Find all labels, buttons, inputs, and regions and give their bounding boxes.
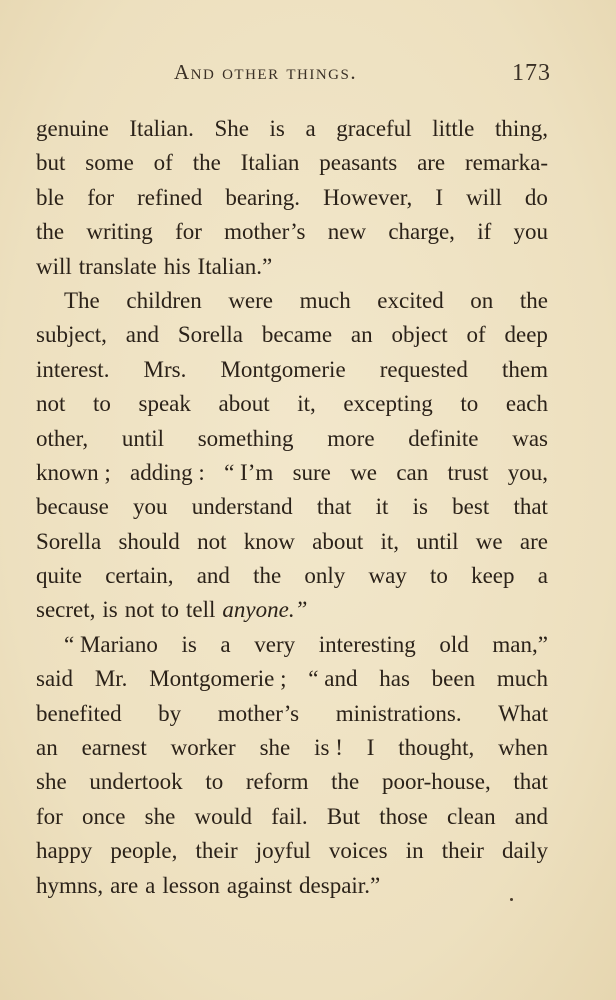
word: Italian. — [129, 116, 194, 141]
word: for — [175, 219, 202, 245]
word: people, — [110, 838, 178, 864]
word: will — [36, 253, 72, 279]
word: it — [375, 494, 389, 520]
word: to — [93, 391, 111, 417]
word: more — [327, 425, 375, 451]
word: best — [452, 494, 490, 520]
text-line — [36, 559, 548, 593]
word: excepting — [343, 391, 433, 417]
word: She — [214, 116, 249, 141]
word: excited — [377, 287, 444, 313]
word: children — [126, 287, 202, 313]
text-line — [36, 318, 548, 352]
text-line — [36, 731, 548, 765]
word: the — [253, 563, 282, 589]
word: Sorella — [36, 528, 102, 554]
word: deep — [504, 322, 548, 348]
word: are — [519, 528, 548, 554]
word: joyful — [255, 838, 311, 864]
word: anyone.” — [222, 597, 308, 623]
word: are — [110, 872, 139, 898]
word: “ and — [308, 666, 358, 692]
word: their — [195, 838, 238, 864]
word: those — [379, 803, 428, 829]
word: I — [435, 184, 443, 210]
word: mother’s — [224, 219, 306, 245]
word: trust — [447, 459, 489, 485]
word: to — [430, 563, 448, 589]
word: them — [501, 356, 548, 382]
word: requested — [379, 356, 468, 382]
word: because — [36, 494, 109, 520]
ink-speck — [510, 898, 513, 901]
word: was — [512, 425, 548, 451]
word: quite — [36, 563, 82, 589]
word: you — [513, 219, 548, 245]
word: by — [158, 700, 182, 726]
word: Italian — [240, 150, 300, 176]
word: much — [496, 666, 548, 692]
word: peasants — [319, 150, 398, 176]
word: is — [412, 494, 428, 520]
word: known ; — [36, 459, 111, 485]
text-line — [36, 284, 548, 318]
word: if — [477, 219, 492, 245]
running-title: And other things. — [174, 60, 358, 84]
word: Montgomerie ; — [149, 666, 287, 692]
word: object — [391, 322, 448, 348]
word: the — [519, 287, 548, 313]
word: “ Mariano — [64, 631, 158, 657]
word: very — [254, 631, 296, 657]
word: we — [475, 528, 503, 554]
word: But — [326, 803, 361, 829]
word: interesting — [318, 631, 416, 657]
word: Mr. — [94, 666, 128, 692]
word: a — [145, 872, 156, 898]
word: not — [124, 597, 155, 623]
word: would — [194, 803, 253, 829]
word: said — [36, 666, 74, 692]
word: you — [133, 494, 168, 520]
word: bearing. — [225, 184, 301, 210]
word: can — [396, 459, 429, 485]
word: to — [460, 391, 479, 417]
word: an — [350, 322, 373, 348]
word: is ! — [314, 735, 343, 761]
word: thought, — [398, 735, 475, 761]
word: understand — [191, 494, 293, 520]
word: happy — [36, 838, 93, 864]
text-line — [36, 422, 548, 456]
word: subject, — [36, 322, 107, 348]
page-number: 173 — [512, 60, 551, 86]
word: a — [305, 116, 316, 141]
word: has — [379, 666, 410, 692]
word: each — [505, 391, 548, 417]
word: she — [36, 769, 67, 795]
text-line — [36, 456, 548, 490]
word: earnest — [81, 735, 147, 761]
word: about — [218, 391, 270, 417]
word: we — [350, 459, 378, 485]
word: little — [432, 116, 475, 141]
word: translate — [78, 253, 157, 279]
word: an — [36, 735, 58, 761]
word: that — [316, 494, 352, 520]
text-line — [36, 112, 548, 146]
text-line — [36, 697, 548, 731]
text-line — [36, 353, 548, 387]
word: poor-house, — [381, 769, 491, 795]
word: I — [366, 735, 375, 761]
word: some — [85, 150, 134, 176]
word: their — [441, 838, 484, 864]
word: that — [513, 494, 548, 520]
text-line — [36, 869, 548, 903]
text-line — [36, 250, 548, 284]
text-line — [36, 628, 548, 662]
word: been — [431, 666, 476, 692]
word: are — [417, 150, 446, 176]
word: Sorella — [177, 322, 243, 348]
word: Italian.” — [197, 253, 273, 279]
word: Mrs. — [143, 356, 187, 382]
word: it, — [297, 391, 316, 417]
word: clean — [447, 803, 496, 829]
word: the — [192, 150, 221, 176]
word: way — [368, 563, 407, 589]
word: What — [498, 700, 548, 726]
word: only — [304, 563, 346, 589]
word: man,” — [492, 631, 548, 657]
word: lesson — [162, 872, 220, 898]
word: “ I’m — [224, 459, 274, 485]
word: is — [102, 597, 118, 623]
word: you, — [507, 459, 548, 485]
word: on — [470, 287, 494, 313]
text-line — [36, 387, 548, 421]
word: remarka- — [465, 150, 548, 176]
text-line — [36, 834, 548, 868]
word: until — [416, 528, 459, 554]
word: speak — [138, 391, 191, 417]
word: should — [118, 528, 180, 554]
word: genuine — [36, 116, 109, 141]
word: The — [64, 287, 100, 313]
word: became — [261, 322, 333, 348]
word: mother’s — [217, 700, 300, 726]
word: to — [205, 769, 224, 795]
word: for — [36, 803, 63, 829]
word: hymns, — [36, 872, 104, 898]
word: new — [327, 219, 367, 245]
text-line — [36, 593, 548, 627]
word: despair.” — [299, 872, 381, 898]
word: ministrations. — [335, 700, 462, 726]
word: reform — [245, 769, 309, 795]
text-line — [36, 800, 548, 834]
text-line — [36, 765, 548, 799]
word: not — [197, 528, 227, 554]
word: old — [439, 631, 469, 657]
word: daily — [501, 838, 548, 864]
word: something — [197, 425, 294, 451]
word: and — [125, 322, 159, 348]
word: refined — [137, 184, 203, 210]
word: the — [36, 219, 65, 245]
word: certain, — [105, 563, 174, 589]
word: writing — [86, 219, 153, 245]
word: worker — [170, 735, 236, 761]
text-line — [36, 146, 548, 180]
word: undertook — [89, 769, 183, 795]
word: ble — [36, 184, 65, 210]
word: keep — [471, 563, 515, 589]
word: she — [144, 803, 176, 829]
word: know — [243, 528, 295, 554]
word: do — [524, 184, 548, 210]
word: sure — [292, 459, 331, 485]
word: and — [196, 563, 230, 589]
word: she — [259, 735, 291, 761]
word: his — [163, 253, 191, 279]
text-line — [36, 490, 548, 524]
word: in — [405, 838, 424, 864]
text-line — [36, 662, 548, 696]
word: is — [181, 631, 197, 657]
word: a — [220, 631, 231, 657]
word: the — [331, 769, 360, 795]
word: definite — [408, 425, 479, 451]
word: Montgomerie — [220, 356, 346, 382]
word: is — [269, 116, 285, 141]
text-line — [36, 181, 548, 215]
word: once — [82, 803, 126, 829]
running-head — [0, 60, 616, 92]
word: graceful — [336, 116, 412, 141]
word: secret, — [36, 597, 96, 623]
word: not — [36, 391, 66, 417]
word: fail. — [271, 803, 308, 829]
word: thing, — [494, 116, 548, 141]
word: about — [312, 528, 364, 554]
word: and — [514, 803, 548, 829]
word: charge, — [388, 219, 455, 245]
word: of — [153, 150, 173, 176]
word: when — [498, 735, 548, 761]
body-text — [36, 112, 548, 903]
word: However, — [323, 184, 413, 210]
word: were — [228, 287, 273, 313]
word: tell — [186, 597, 216, 623]
word: will — [466, 184, 502, 210]
word: until — [121, 425, 164, 451]
word: interest. — [36, 356, 110, 382]
word: other, — [36, 425, 89, 451]
word: but — [36, 150, 66, 176]
word: much — [299, 287, 351, 313]
word: adding : — [130, 459, 205, 485]
word: against — [226, 872, 293, 898]
word: benefited — [36, 700, 122, 726]
word: to — [161, 597, 180, 623]
word: that — [513, 769, 548, 795]
word: for — [87, 184, 115, 210]
word: a — [537, 563, 548, 589]
text-line — [36, 525, 548, 559]
word: it, — [380, 528, 400, 554]
word: of — [466, 322, 486, 348]
word: voices — [328, 838, 388, 864]
text-line — [36, 215, 548, 249]
